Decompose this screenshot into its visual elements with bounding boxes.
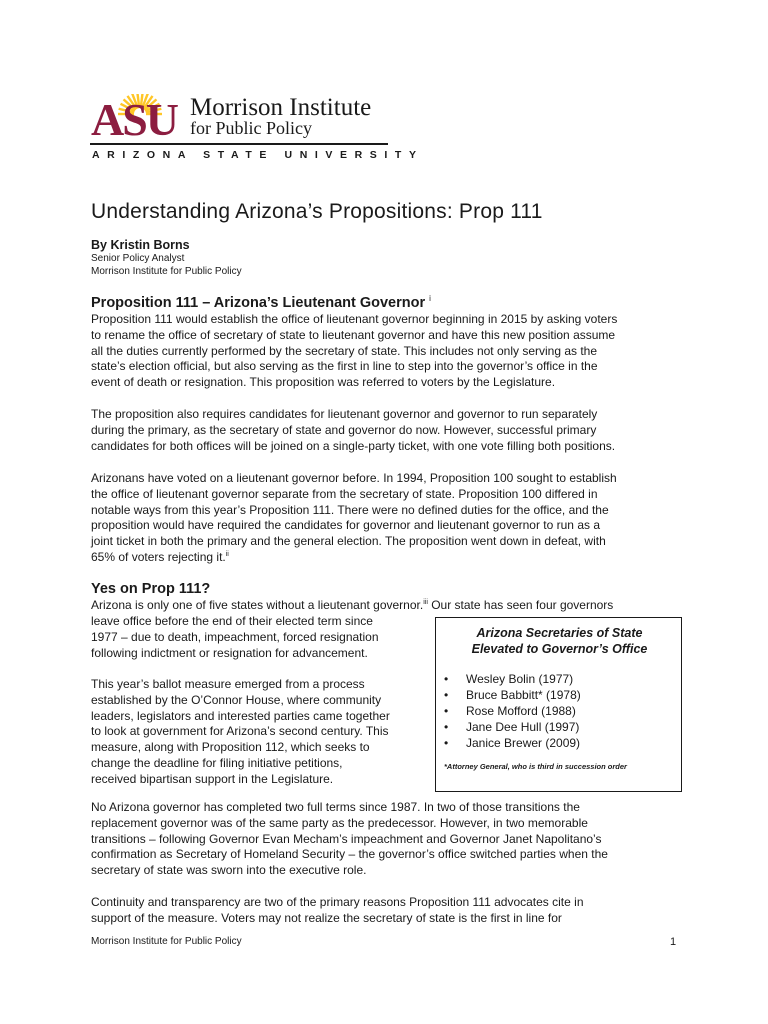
paragraph-line: Arizonans have voted on a lieutenant governor before. In 1994, Proposition 100 sought to establish (91, 471, 617, 485)
paragraph-line: following indictment or resignation for advancement. (91, 645, 368, 660)
sidebar-list-item (444, 672, 573, 686)
paragraph-line: all the duties currently performed by the secretary of state. This includes not only serving as the (91, 343, 598, 358)
author-byline: By Kristin Borns (91, 238, 190, 252)
section-heading-yes-on-prop-111: Yes on Prop 111? (91, 581, 211, 597)
paragraph-line: candidates for both offices will be joined on a single-party ticket, with one vote filling both positions. (91, 438, 616, 453)
paragraph-line: 65% of voters rejecting it.$^{ii}$ (91, 550, 229, 564)
institute-logo (90, 94, 424, 164)
paragraph-line: The proposition also requires candidates for lieutenant governor and governor to run separately (91, 407, 598, 421)
paragraph-line: leaders, legislators and interested parties came together (91, 708, 390, 723)
bullet-icon: • (444, 720, 449, 734)
paragraph-line: Proposition 111 would establish the office of lieutenant governor beginning in 2015 by asking voters (91, 312, 618, 326)
paragraph-line: notable ways from this year’s Proposition 111. There were no defined duties for the office, and the (91, 502, 609, 517)
author-org: Morrison Institute for Public Policy (91, 266, 242, 277)
paragraph-line: Arizona is only one of five states without a lieutenant governor.$^{iii}$ Our state has seen four governors (91, 598, 614, 612)
paragraph-line: received bipartisan support in the Legislature. (91, 771, 334, 786)
bullet-icon: • (444, 672, 449, 686)
paragraph-line: event of death or resignation. This proposition was referred to voters by the Legislature. (91, 375, 556, 390)
sidebar-footnote: *Attorney General, who is third in succession order (444, 762, 627, 771)
sidebar-item-text: Bruce Babbitt* (1978) (466, 688, 581, 702)
endnote-marker: ii (225, 551, 229, 558)
sidebar-secretaries-box (435, 617, 682, 792)
sidebar-item-text: Jane Dee Hull (1997) (466, 720, 580, 734)
footer-org: Morrison Institute for Public Policy (91, 936, 242, 947)
section-heading-lieutenant-governor: Proposition 111 – Arizona’s Lieutenant Governor $^i$ (91, 294, 431, 311)
sidebar-item-text: Wesley Bolin (1977) (466, 672, 574, 686)
paragraph-line: confirmation as Secretary of Homeland Security – the governor’s office switched parties when the (91, 847, 608, 862)
sidebar-title-line2: Elevated to Governor’s Office (471, 642, 648, 656)
logo-divider (90, 143, 388, 145)
endnote-marker: i (429, 294, 431, 303)
institute-subtitle: for Public Policy (190, 118, 312, 138)
sidebar-list-item (444, 704, 576, 718)
bullet-icon: • (444, 736, 449, 750)
asu-letters: ASU (91, 94, 178, 138)
sidebar-list-item (444, 736, 580, 750)
paragraph-line: state’s election official, but also serving as the first in line to step into the governor’s office in the (91, 359, 598, 374)
paragraph-line: joint ticket in both the primary and the general election. The proposition went down in defeat, with (91, 534, 606, 549)
paragraph-line: 1977 – due to death, impeachment, forced resignation (91, 629, 379, 644)
paragraph-line: measure, along with Proposition 112, which seeks to (91, 740, 370, 755)
author-role: Senior Policy Analyst (91, 253, 185, 264)
paragraph-line: No Arizona governor has completed two full terms since 1987. In two of those transitions the (91, 800, 580, 814)
paragraph-line: Continuity and transparency are two of the primary reasons Proposition 111 advocates cite in (91, 895, 584, 909)
paragraph-line: change the deadline for filing initiative petitions, (91, 756, 343, 770)
paragraph-line: secretary of state was sworn into the executive role. (91, 863, 367, 878)
sidebar-item-text: Rose Mofford (1988) (466, 704, 576, 718)
paragraph-line: to look at government for Arizona’s second century. This (91, 724, 389, 739)
university-name: ARIZONA STATE UNIVERSITY (92, 149, 424, 161)
sidebar-title-line1: Arizona Secretaries of State (476, 626, 643, 640)
document-title: Understanding Arizona’s Propositions: Prop 111 (91, 200, 543, 223)
paragraph-line: transitions – following Governor Evan Mecham’s impeachment and Governor Janet Napolitano’s (91, 831, 602, 846)
endnote-marker: iii (423, 599, 428, 606)
page-number: 1 (670, 936, 677, 948)
paragraph-line: to rename the office of secretary of state to lieutenant governor and have this new position assume (91, 327, 616, 342)
paragraph-line: leave office before the end of their elected term since (91, 614, 373, 628)
paragraph-line: replacement governor was of the same party as the predecessor. However, in two memorable (91, 815, 588, 830)
paragraph-line: support of the measure. Voters may not realize the secretary of state is the first in line for (91, 910, 562, 925)
bullet-icon: • (444, 704, 449, 718)
paragraph-line: established by the O’Connor House, where community (91, 692, 382, 707)
institute-name: Morrison Institute (190, 94, 372, 121)
sidebar-item-text: Janice Brewer (2009) (466, 736, 581, 750)
asu-logo-mark (90, 94, 190, 138)
sidebar-list-item (444, 688, 581, 702)
sidebar-list-item (444, 720, 579, 734)
paragraph-line: the office of lieutenant governor separate from the secretary of state. Proposition 100 differed in (91, 486, 598, 501)
bullet-icon: • (444, 688, 449, 702)
paragraph-line: proposition would have required the candidates for governor and lieutenant governor to run as a (91, 518, 600, 533)
paragraph-line: This year’s ballot measure emerged from a process (91, 677, 365, 691)
paragraph-line: during the primary, as the secretary of state and governor do now. However, successful primary (91, 422, 597, 437)
